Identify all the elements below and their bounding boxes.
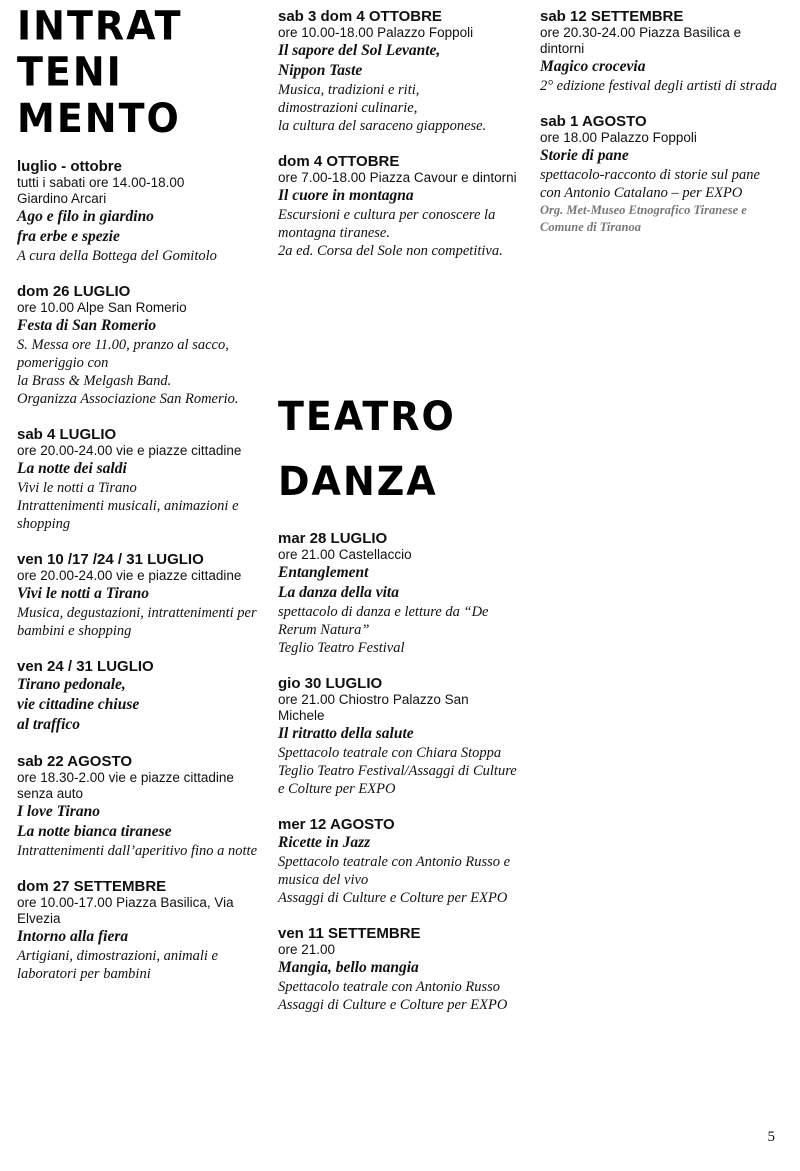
event-description: 2a ed. Corsa del Sole non competitiva. — [278, 243, 503, 259]
event-info: ore 21.00 Castellaccio — [278, 547, 412, 562]
section-title-line: TEATRO — [278, 393, 456, 440]
event-entry — [540, 8, 780, 95]
event-entry — [17, 283, 262, 408]
event-list-middle-bottom — [278, 530, 518, 1032]
event-description: la Brass & Melgash Band. — [17, 373, 172, 389]
event-title: fra erbe e spezie — [17, 228, 120, 245]
event-entry — [278, 530, 518, 657]
event-title: Ricette in Jazz — [278, 834, 371, 851]
event-title: Il cuore in montagna — [278, 187, 414, 204]
event-info: ore 10.00-18.00 Palazzo Foppoli — [278, 25, 474, 40]
event-description: Vivi le notti a Tirano — [17, 480, 137, 496]
event-info: Giardino Arcari — [17, 191, 107, 206]
event-description: con Antonio Catalano – per EXPO — [540, 185, 743, 201]
event-description: Escursioni e cultura per conoscere la montagna tiranese. — [278, 207, 496, 241]
event-date: sab 4 LUGLIO — [17, 426, 117, 443]
event-title: La notte bianca tiranese — [17, 823, 172, 840]
event-title: La notte dei saldi — [17, 460, 127, 477]
event-description: Intrattenimenti musicali, animazioni e shopping — [17, 498, 239, 532]
event-title: Tirano pedonale, — [17, 676, 126, 693]
event-entry — [17, 551, 262, 640]
event-organizer: Org. Met-Museo Etnografico Tiranese e Comune di Tiranoa — [540, 203, 747, 234]
event-title: Nippon Taste — [278, 62, 363, 79]
event-entry — [278, 675, 518, 798]
section-title-line: DANZA — [278, 458, 438, 505]
event-date: sab 12 SETTEMBRE — [540, 8, 684, 25]
event-info: tutti i sabati ore 14.00-18.00 — [17, 175, 185, 190]
event-entry — [278, 153, 518, 260]
event-info: ore 10.00-17.00 Piazza Basilica, Via Elvezia — [17, 895, 234, 926]
event-date: ven 11 SETTEMBRE — [278, 925, 421, 942]
event-title: Magico crocevia — [540, 58, 646, 75]
event-description: A cura della Bottega del Gomitolo — [17, 248, 217, 264]
event-title: al traffico — [17, 716, 80, 733]
event-entry — [278, 925, 518, 1014]
event-description: Musica, tradizioni e riti, — [278, 82, 420, 98]
event-title: Il sapore del Sol Levante, — [278, 42, 441, 59]
event-description: Spettacolo teatrale con Chiara Stoppa — [278, 745, 502, 761]
event-description: spettacolo-racconto di storie sul pane — [540, 167, 760, 183]
event-entry — [17, 658, 262, 735]
event-entry — [17, 878, 262, 983]
event-description: spettacolo di danza e letture da “De Rerum Natura” — [278, 604, 489, 638]
event-list-left — [17, 158, 262, 983]
event-info: ore 21.00 — [278, 942, 336, 957]
event-title: Entanglement — [278, 564, 369, 581]
event-info: ore 20.00-24.00 vie e piazze cittadine — [17, 443, 242, 458]
event-date: ven 24 / 31 LUGLIO — [17, 658, 154, 675]
section-title-teatro-danza — [278, 393, 456, 504]
event-description: la cultura del saraceno giapponese. — [278, 118, 487, 134]
event-date: gio 30 LUGLIO — [278, 675, 383, 692]
event-entry — [17, 158, 262, 265]
event-info: ore 18.00 Palazzo Foppoli — [540, 130, 697, 145]
section-title-line: MENTO — [17, 95, 181, 142]
event-info: ore 7.00-18.00 Piazza Cavour e dintorni — [278, 170, 517, 185]
event-entry — [17, 753, 262, 860]
event-date: mer 12 AGOSTO — [278, 816, 395, 833]
section-title-intrattenimento — [17, 3, 262, 142]
event-description: dimostrazioni culinarie, — [278, 100, 418, 116]
event-info: ore 20.00-24.00 vie e piazze cittadine — [17, 568, 242, 583]
event-date: dom 27 SETTEMBRE — [17, 878, 167, 895]
page-number: 5 — [767, 1129, 775, 1145]
event-date: sab 1 AGOSTO — [540, 113, 647, 130]
event-description: 2° edizione festival degli artisti di strada — [540, 78, 777, 94]
event-date: luglio - ottobre — [17, 158, 122, 175]
event-title: Intorno alla fiera — [17, 928, 129, 945]
event-info: ore 18.30-2.00 vie e piazze cittadine senza auto — [17, 770, 234, 801]
column-right — [540, 0, 780, 254]
event-description: Intrattenimenti dall’aperitivo fino a notte — [17, 843, 258, 859]
event-description: Spettacolo teatrale con Antonio Russo — [278, 979, 501, 995]
event-description: Artigiani, dimostrazioni, animali e laboratori per bambini — [17, 948, 218, 982]
section-title-line: TENI — [17, 48, 123, 96]
event-entry — [17, 426, 262, 533]
event-date: ven 10 /17 /24 / 31 LUGLIO — [17, 551, 204, 568]
event-list-right — [540, 8, 780, 236]
event-date: sab 3 dom 4 OTTOBRE — [278, 8, 442, 25]
event-date: mar 28 LUGLIO — [278, 530, 388, 547]
event-date: dom 26 LUGLIO — [17, 283, 131, 300]
event-title: La danza della vita — [278, 584, 399, 601]
event-description: Musica, degustazioni, intrattenimenti per bambini e shopping — [17, 605, 257, 639]
event-title: Festa di San Romerio — [17, 317, 157, 334]
column-left — [17, 0, 262, 1001]
event-title: vie cittadine chiuse — [17, 696, 140, 713]
event-list-middle-top — [278, 8, 518, 260]
event-date: sab 22 AGOSTO — [17, 753, 133, 770]
event-info: ore 10.00 Alpe San Romerio — [17, 300, 187, 315]
event-entry — [278, 8, 518, 135]
event-description: Assaggi di Culture e Colture per EXPO — [278, 997, 508, 1013]
event-description: Teglio Teatro Festival — [278, 640, 405, 656]
event-description: Teglio Teatro Festival/Assaggi di Culture e Colture per EXPO — [278, 763, 517, 797]
event-info: ore 20.30-24.00 Piazza Basilica e dintorni — [540, 25, 742, 56]
event-entry — [278, 816, 518, 907]
event-date: dom 4 OTTOBRE — [278, 153, 400, 170]
event-info: ore 21.00 Chiostro Palazzo San Michele — [278, 692, 469, 723]
section-title-line: INTRAT — [17, 2, 183, 49]
event-title: Vivi le notti a Tirano — [17, 585, 150, 602]
column-middle — [278, 0, 518, 1013]
event-title: Il ritratto della salute — [278, 725, 414, 742]
event-description: Spettacolo teatrale con Antonio Russo e musica del vivo — [278, 854, 511, 888]
event-title: I love Tirano — [17, 803, 100, 820]
event-entry — [540, 113, 780, 236]
event-title: Mangia, bello mangia — [278, 959, 419, 976]
event-title: Ago e filo in giardino — [17, 208, 154, 225]
event-description: Organizza Associazione San Romerio. — [17, 391, 239, 407]
event-title: Storie di pane — [540, 147, 629, 164]
event-description: Assaggi di Culture e Colture per EXPO — [278, 890, 508, 906]
event-description: S. Messa ore 11.00, pranzo al sacco, pomeriggio con — [17, 337, 229, 371]
